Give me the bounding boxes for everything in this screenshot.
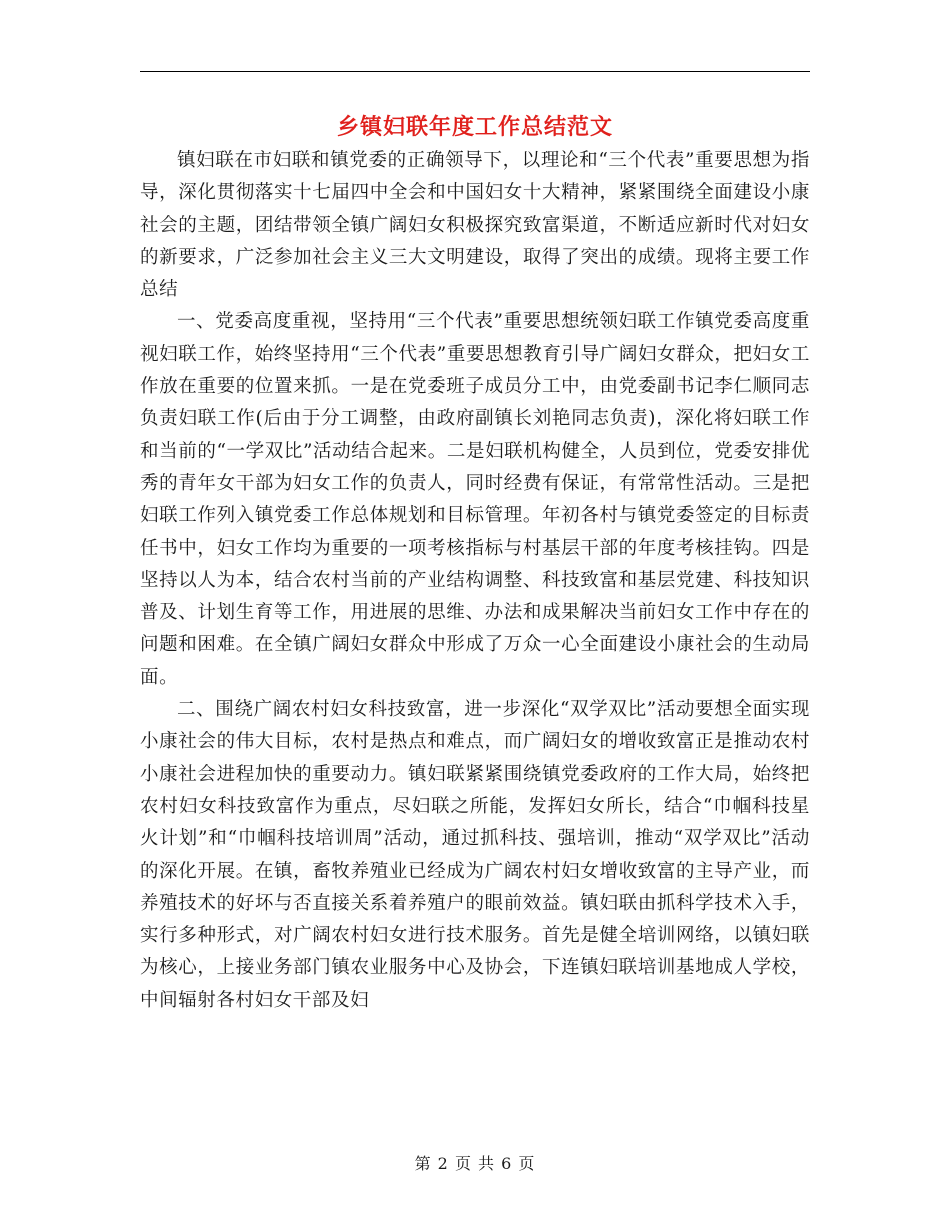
document-body	[140, 145, 810, 1017]
body-paragraph-intro: 镇妇联在市妇联和镇党委的正确领导下，以理论和“三个代表”重要思想为指导，深化贯彻落实十七届四中全会和中国妇女十大精神，紧紧围绕全面建设小康社会的主题，团结带领全镇广阔妇女积极探究致富渠道，不断适应新时代对妇女的新要求，广泛参加社会主义三大文明建设，取得了突出的成绩。现将主要工作总结	[140, 150, 810, 301]
body-paragraph-section-2: 二、围绕广阔农村妇女科技致富，进一步深化“双学双比”活动要想全面实现小康社会的伟大目标，农村是热点和难点，而广阔妇女的增收致富正是推动农村小康社会进程加快的重要动力。镇妇联紧紧围绕镇党委政府的工作大局，始终把农村妇女科技致富作为重点，尽妇联之所能，发挥妇女所长，结合“巾帼科技星火计划”和“巾帼科技培训周”活动，通过抓科技、强培训，推动“双学双比”活动的深化开展。在镇，畜牧养殖业已经成为广阔农村妇女增收致富的主导产业，而养殖技术的好坏与否直接关系着养殖户的眼前效益。镇妇联由抓科学技术入手，实行多种形式，对广阔农村妇女进行技术服务。首先是健全培训网络，以镇妇联为核心，上接业务部门镇农业服务中心及协会，下连镇妇联培训基地成人学校，中间辐射各村妇女干部及妇	[140, 699, 810, 1011]
page-number-footer: 第 2 页 共 6 页	[414, 1154, 536, 1173]
body-paragraph-section-1: 一、党委高度重视，坚持用“三个代表”重要思想统领妇联工作镇党委高度重视妇联工作，始终坚持用“三个代表”重要思想教育引导广阔妇女群众，把妇女工作放在重要的位置来抓。一是在党委班子成员分工中，由党委副书记李仁顺同志负责妇联工作(后由于分工调整，由政府副镇长刘艳同志负责)，深化将妇联工作和当前的“一学双比”活动结合起来。二是妇联机构健全，人员到位，党委安排优秀的青年女干部为妇女工作的负责人，同时经费有保证，有常常性活动。三是把妇联工作列入镇党委工作总体规划和目标管理。年初各村与镇党委签定的目标责任书中，妇女工作均为重要的一项考核指标与村基层干部的年度考核挂钩。四是坚持以人为本，结合农村当前的产业结构调整、科技致富和基层党建、科技知识普及、计划生育等工作，用进展的思维、办法和成果解决当前妇女工作中存在的问题和困难。在全镇广阔妇女群众中形成了万众一心全面建设小康社会的生动局面。	[140, 311, 810, 688]
header-rule	[140, 71, 810, 72]
document-title: 乡镇妇联年度工作总结范文	[336, 114, 613, 140]
